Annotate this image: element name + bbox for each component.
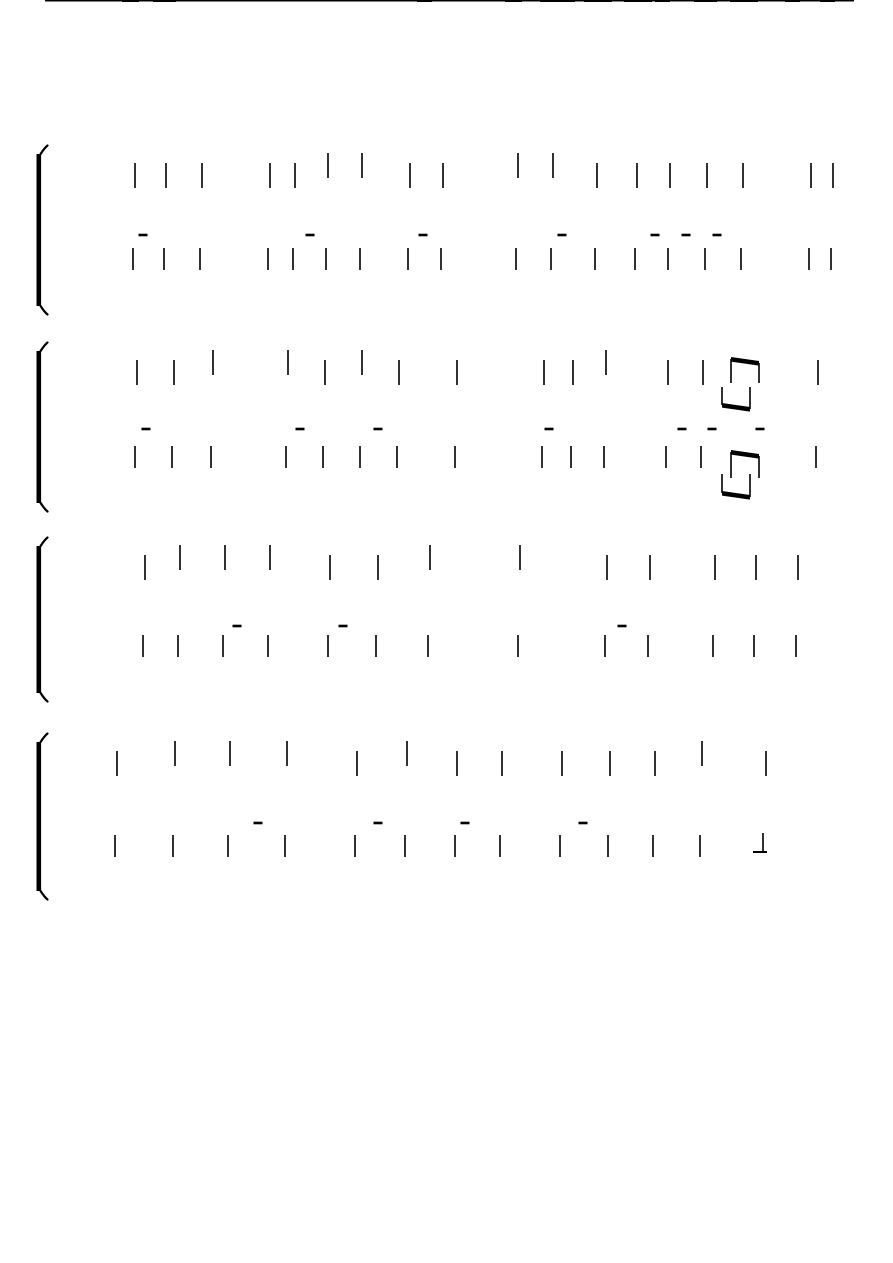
- bass-up-stem: [222, 635, 224, 657]
- bracket-top-tip: [41, 538, 48, 547]
- upper-voice-stem: [543, 360, 545, 385]
- upper-voice-stem: [636, 163, 638, 188]
- system-bracket: [37, 351, 42, 503]
- upper-voice-stem: [572, 360, 574, 385]
- rest-dash: [678, 428, 687, 431]
- bass-up-stem: [603, 446, 605, 468]
- bracket-bottom-tip: [41, 693, 48, 702]
- rest-dash: [708, 428, 717, 431]
- bass-up-stem: [404, 835, 406, 857]
- bass-up-stem: [267, 248, 269, 270]
- eighth-note-beam: [731, 450, 759, 459]
- rest-dash: [756, 428, 765, 431]
- upper-voice-stem: [294, 163, 296, 188]
- upper-voice-stem: [519, 545, 521, 570]
- upper-voice-stem: [755, 555, 757, 580]
- bass-up-stem: [199, 248, 201, 270]
- beamed-note-stem: [730, 359, 732, 383]
- upper-voice-stem: [286, 741, 288, 766]
- upper-voice-stem: [173, 360, 175, 385]
- rest-dash: [339, 625, 348, 628]
- bass-up-stem: [327, 635, 329, 657]
- bass-up-stem: [114, 835, 116, 857]
- beamed-note-stem: [749, 387, 751, 409]
- upper-voice-stem: [714, 555, 716, 580]
- upper-voice-stem: [501, 751, 503, 776]
- bracket-top-tip: [41, 734, 48, 743]
- rest-dash: [142, 428, 151, 431]
- eighth-note-beam: [722, 491, 750, 500]
- bass-up-stem: [541, 446, 543, 468]
- upper-voice-stem: [596, 163, 598, 188]
- bass-up-stem: [142, 635, 144, 657]
- system-bracket: [37, 546, 42, 693]
- rest-dash: [296, 428, 305, 431]
- rest-dash: [461, 822, 470, 825]
- upper-voice-stem: [706, 163, 708, 188]
- eighth-note-beam: [731, 357, 759, 366]
- system-bracket: [37, 154, 42, 306]
- upper-voice-stem: [324, 360, 326, 385]
- bottom-staff-line: [45, 0, 854, 1]
- bass-up-stem: [699, 835, 701, 857]
- upper-voice-stem: [229, 741, 231, 766]
- upper-voice-stem: [287, 350, 289, 375]
- bass-up-stem: [267, 635, 269, 657]
- bass-up-stem: [172, 835, 174, 857]
- upper-voice-stem: [116, 751, 118, 776]
- bass-up-stem: [712, 635, 714, 657]
- bass-up-stem: [753, 635, 755, 657]
- rest-dash: [419, 234, 428, 237]
- bass-up-stem: [454, 835, 456, 857]
- upper-voice-stem: [797, 555, 799, 580]
- upper-voice-stem: [701, 741, 703, 766]
- upper-voice-stem: [329, 555, 331, 580]
- rest-dash: [374, 822, 383, 825]
- bass-up-stem: [210, 446, 212, 468]
- bass-up-stem: [700, 446, 702, 468]
- bass-up-stem: [665, 446, 667, 468]
- bass-up-stem: [171, 446, 173, 468]
- bass-up-stem: [652, 835, 654, 857]
- bass-up-stem: [570, 446, 572, 468]
- upper-voice-stem: [456, 360, 458, 385]
- bass-up-stem: [375, 635, 377, 657]
- rest-dash: [139, 234, 148, 237]
- bass-up-stem: [704, 248, 706, 270]
- bass-up-stem: [550, 248, 552, 270]
- upper-voice-stem: [224, 545, 226, 570]
- staff-system-4: [37, 0, 855, 900]
- bass-up-stem: [830, 248, 832, 270]
- upper-voice-stem: [201, 163, 203, 188]
- upper-voice-stem: [817, 360, 819, 385]
- upper-voice-stem: [832, 163, 834, 188]
- ledger-line: [597, 0, 612, 2]
- bass-up-stem: [285, 446, 287, 468]
- bass-up-stem: [359, 248, 361, 270]
- upper-voice-stem: [398, 360, 400, 385]
- bass-up-stem: [647, 635, 649, 657]
- bracket-bottom-tip: [41, 503, 48, 512]
- bass-up-stem: [322, 446, 324, 468]
- bracket-bottom-tip: [41, 306, 48, 315]
- bass-up-stem: [740, 248, 742, 270]
- upper-voice-stem: [606, 555, 608, 580]
- bass-up-stem: [517, 635, 519, 657]
- upper-voice-stem: [409, 163, 411, 188]
- upper-voice-stem: [356, 751, 358, 776]
- upper-voice-stem: [269, 163, 271, 188]
- bass-up-stem: [227, 835, 229, 857]
- bass-up-stem: [515, 248, 517, 270]
- upper-voice-stem: [742, 163, 744, 188]
- ledger-line: [753, 851, 767, 853]
- rest-dash: [682, 234, 691, 237]
- upper-voice-stem: [165, 163, 167, 188]
- upper-voice-stem: [667, 360, 669, 385]
- bass-up-stem: [407, 248, 409, 270]
- bass-up-stem: [795, 635, 797, 657]
- bass-up-stem: [499, 835, 501, 857]
- upper-voice-stem: [406, 741, 408, 766]
- bass-up-stem: [292, 248, 294, 270]
- bass-up-stem: [607, 835, 609, 857]
- bass-up-stem: [354, 835, 356, 857]
- upper-voice-stem: [327, 153, 329, 178]
- bass-up-stem: [594, 248, 596, 270]
- upper-voice-stem: [429, 545, 431, 570]
- upper-voice-stem: [605, 350, 607, 375]
- ledger-line: [549, 0, 564, 2]
- upper-voice-stem: [442, 163, 444, 188]
- bass-up-stem: [325, 248, 327, 270]
- bass-up-stem: [454, 446, 456, 468]
- bass-up-stem: [604, 635, 606, 657]
- bass-up-stem: [284, 835, 286, 857]
- eighth-note-beam: [722, 403, 750, 412]
- staff-system-1: [37, 0, 855, 315]
- system-bracket: [37, 742, 42, 891]
- bracket-top-tip: [41, 343, 48, 352]
- upper-voice-stem: [361, 350, 363, 375]
- upper-voice-stem: [669, 163, 671, 188]
- upper-voice-stem: [377, 555, 379, 580]
- beamed-note-stem: [730, 452, 732, 478]
- bass-up-stem: [177, 635, 179, 657]
- bass-up-stem: [667, 248, 669, 270]
- staff-system-3: [37, 0, 855, 702]
- upper-voice-stem: [144, 555, 146, 580]
- rest-dash: [618, 625, 627, 628]
- bass-up-stem: [359, 446, 361, 468]
- bass-up-stem: [634, 248, 636, 270]
- bass-up-stem: [396, 446, 398, 468]
- rest-dash: [713, 234, 722, 237]
- bass-up-stem: [132, 248, 134, 270]
- beamed-note-stem: [762, 833, 764, 852]
- rest-dash: [558, 234, 567, 237]
- upper-voice-stem: [456, 751, 458, 776]
- beamed-note-stem: [721, 474, 723, 493]
- upper-voice-stem: [269, 545, 271, 570]
- rest-dash: [374, 428, 383, 431]
- upper-voice-stem: [517, 153, 519, 178]
- upper-voice-stem: [810, 163, 812, 188]
- upper-voice-stem: [212, 350, 214, 375]
- upper-voice-stem: [649, 555, 651, 580]
- rest-dash: [233, 625, 242, 628]
- upper-voice-stem: [561, 751, 563, 776]
- upper-voice-stem: [179, 545, 181, 570]
- bracket-top-tip: [41, 146, 48, 155]
- beamed-note-stem: [749, 474, 751, 497]
- bracket-bottom-tip: [41, 891, 48, 900]
- upper-voice-stem: [765, 751, 767, 776]
- rest-dash: [579, 822, 588, 825]
- beamed-note-stem: [721, 387, 723, 405]
- bass-up-stem: [808, 248, 810, 270]
- rest-dash: [306, 234, 315, 237]
- bass-up-stem: [134, 446, 136, 468]
- staff-system-2: [37, 0, 855, 512]
- rest-dash: [254, 822, 263, 825]
- bass-up-stem: [559, 835, 561, 857]
- upper-voice-stem: [136, 360, 138, 385]
- upper-voice-stem: [609, 751, 611, 776]
- beamed-note-stem: [758, 456, 760, 478]
- bass-up-stem: [440, 248, 442, 270]
- bass-up-stem: [427, 635, 429, 657]
- bass-up-stem: [163, 248, 165, 270]
- upper-voice-stem: [702, 360, 704, 385]
- beamed-note-stem: [758, 363, 760, 383]
- upper-voice-stem: [134, 163, 136, 188]
- upper-voice-stem: [654, 751, 656, 776]
- upper-voice-stem: [552, 153, 554, 178]
- upper-voice-stem: [174, 741, 176, 766]
- upper-voice-stem: [361, 153, 363, 178]
- bass-up-stem: [815, 446, 817, 468]
- rest-dash: [651, 234, 660, 237]
- rest-dash: [545, 428, 554, 431]
